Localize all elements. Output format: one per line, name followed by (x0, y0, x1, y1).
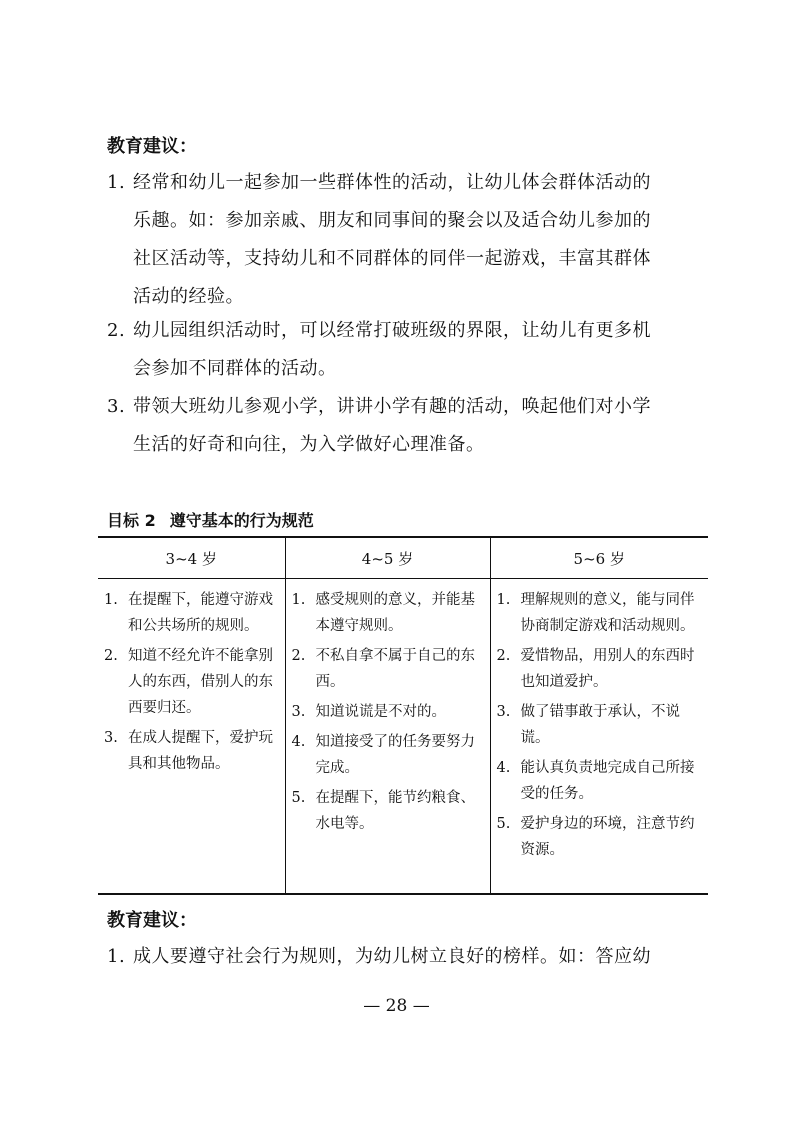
item-number: 2. (104, 648, 118, 664)
goal-label: 目标 2 (107, 511, 156, 530)
list-item (292, 699, 484, 725)
column-4-5 (285, 579, 490, 895)
item-number: 3. (291, 704, 306, 720)
section-heading-2: 教育建议： (107, 910, 197, 931)
item-text-line: 生活的好奇和向往，为入学做好心理准备。 (133, 434, 485, 455)
item-text-line: 活动的经验。 (133, 286, 244, 307)
item-number: 1. (104, 592, 118, 608)
item-number: 5. (291, 790, 306, 806)
column-3-4 (98, 579, 285, 895)
page-number: — 28 — (363, 996, 430, 1016)
goal-title (107, 508, 314, 531)
item-text: 成人要遵守社会行为规则，为幼儿树立良好的榜样。如：答应幼 (133, 946, 651, 967)
goal-name: 遵守基本的行为规范 (169, 511, 314, 530)
item-number: 4. (496, 760, 511, 776)
list-item (292, 729, 484, 781)
item-text: 理解规则的意义，能与同伴协商制定游戏和活动规则。 (520, 592, 695, 634)
item-text-line: 社区活动等，支持幼儿和不同群体的同伴一起游戏，丰富其群体 (133, 248, 651, 269)
column-header-3-4: 3~4 岁 (98, 537, 285, 579)
item-number: 3. (107, 396, 126, 417)
list-item (497, 643, 703, 695)
list-item (292, 643, 484, 695)
item-text-line: 会参加不同群体的活动。 (133, 358, 337, 379)
item-text: 在成人提醒下，爱护玩具和其他物品。 (128, 730, 273, 772)
item-number: 1. (291, 592, 306, 608)
section-heading-1: 教育建议： (107, 136, 197, 157)
item-text: 感受规则的意义，并能基本遵守规则。 (315, 592, 475, 634)
goal-table (98, 536, 708, 895)
list-item (104, 587, 279, 639)
column-header-5-6: 5~6 岁 (490, 537, 708, 579)
list-item (497, 811, 703, 863)
item-text: 知道接受了的任务要努力完成。 (315, 734, 475, 776)
item-text: 在提醒下，能遵守游戏和公共场所的规则。 (128, 592, 273, 634)
item-text: 知道说谎是不对的。 (315, 704, 446, 720)
suggestion-3 (107, 388, 697, 464)
item-number: 1. (107, 946, 126, 967)
item-number: 4. (291, 734, 306, 750)
column-5-6 (490, 579, 708, 895)
item-text: 幼儿园组织活动时，可以经常打破班级的界限，让幼儿有更多机 (133, 320, 651, 341)
list-item (497, 755, 703, 807)
column-header-4-5: 4~5 岁 (285, 537, 490, 579)
item-text: 在提醒下，能节约粮食、水电等。 (315, 790, 475, 832)
list-item (497, 699, 703, 751)
item-text: 爱惜物品，用别人的东西时也知道爱护。 (520, 648, 695, 690)
item-text: 经常和幼儿一起参加一些群体性的活动，让幼儿体会群体活动的 (133, 172, 651, 193)
item-number: 5. (496, 816, 511, 832)
item-number: 2. (496, 648, 511, 664)
list-item (104, 725, 279, 777)
suggestion-1 (107, 164, 697, 316)
item-number: 3. (496, 704, 511, 720)
item-text: 带领大班幼儿参观小学，讲讲小学有趣的活动，唤起他们对小学 (133, 396, 651, 417)
list-item (497, 587, 703, 639)
list-item (292, 785, 484, 837)
suggestion-2 (107, 312, 697, 388)
list-item (104, 643, 279, 721)
item-number: 1. (496, 592, 511, 608)
item-number: 2. (107, 320, 126, 341)
item-number: 2. (291, 648, 306, 664)
item-text-line: 乐趣。如：参加亲戚、朋友和同事间的聚会以及适合幼儿参加的 (133, 210, 651, 231)
item-text: 能认真负责地完成自己所接受的任务。 (520, 760, 695, 802)
list-item (292, 587, 484, 639)
item-text: 做了错事敢于承认，不说谎。 (520, 704, 680, 746)
item-number: 3. (104, 730, 118, 746)
item-text: 知道不经允许不能拿别人的东西，借别人的东西要归还。 (128, 648, 273, 716)
item-number: 1. (107, 172, 126, 193)
item-text: 爱护身边的环境，注意节约资源。 (520, 816, 695, 858)
suggestion-2-1 (107, 938, 697, 976)
item-text: 不私自拿不属于自己的东西。 (315, 648, 475, 690)
